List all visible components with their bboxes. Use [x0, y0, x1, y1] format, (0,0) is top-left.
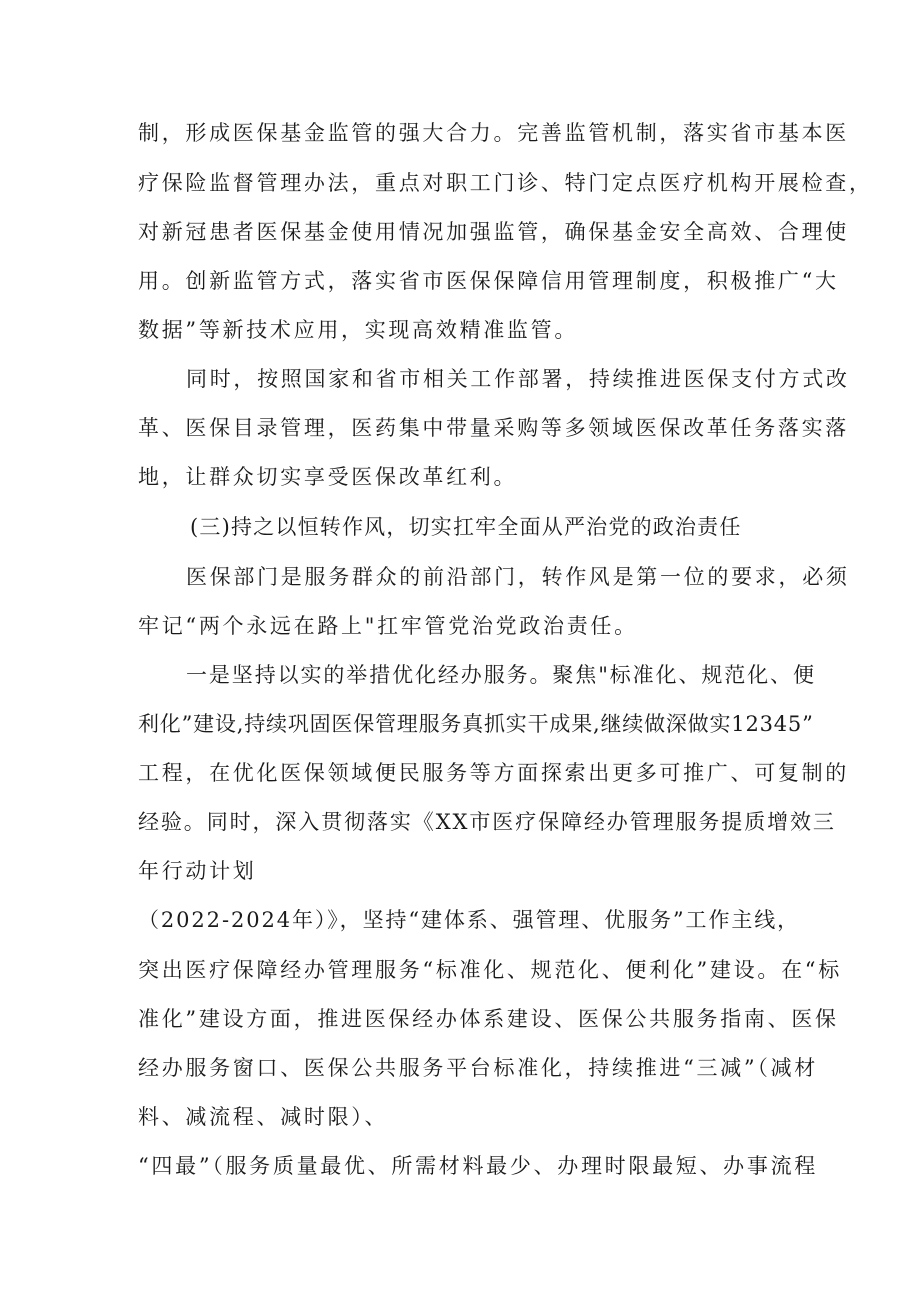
paragraph-line: 一是坚持以实的举措优化经办服务。聚焦"标准化、规范化、便	[186, 663, 816, 687]
paragraph-line: 料、减流程、减时限）、	[138, 1105, 389, 1129]
paragraph-line: 经验。同时，深入贯彻落实《XX市医疗保障经办管理服务提质增效三	[138, 810, 836, 834]
paragraph-line: 年行动计划	[138, 859, 257, 883]
paragraph-line: 医保部门是服务群众的前沿部门，转作风是第一位的要求，必须	[186, 565, 850, 589]
paragraph-line: 疗保险监督管理办法，重点对职工门诊、特门定点医疗机构开展检查，	[138, 171, 873, 195]
paragraph-line: 工程，在优化医保领域便民服务等方面探索出更多可推广、可复制的	[138, 761, 849, 785]
paragraph-line: 制，形成医保基金监管的强大合力。完善监管机制，落实省市基本医	[138, 121, 849, 145]
paragraph-line: 用。创新监管方式，落实省市医保保障信用管理制度，积极推广“大	[138, 269, 839, 293]
paragraph-line: 同时，按照国家和省市相关工作部署，持续推进医保支付方式改	[186, 367, 850, 391]
paragraph-line: 地，让群众切实享受医保改革红利。	[138, 465, 518, 489]
paragraph-line: 利化”建设,持续巩固医保管理服务真抓实干成果,继续做深做实12345”	[138, 712, 814, 736]
paragraph-line: 数据”等新技术应用，实现高效精准监管。	[138, 318, 579, 342]
paragraph-line: 经办服务窗口、医保公共服务平台标准化，持续推进“三减”（减材	[138, 1056, 818, 1080]
paragraph-line: 牢记“两个永远在路上"扛牢管党治党政治责任。	[138, 614, 638, 638]
paragraph-line: 革、医保目录管理，医药集中带量采购等多领域医保改革任务落实落	[138, 416, 849, 440]
paragraph-line: 突出医疗保障经办管理服务“标准化、规范化、便利化”建设。在“标	[138, 958, 842, 982]
paragraph-line: 准化”建设方面，推进医保经办体系建设、医保公共服务指南、医保	[138, 1007, 839, 1031]
paragraph-line: 对新冠患者医保基金使用情况加强监管，确保基金安全高效、合理使	[138, 220, 849, 244]
paragraph-line: （2022-2024年）》，坚持“建体系、强管理、优服务”工作主线，	[138, 908, 801, 932]
paragraph-line: “四最”（服务质量最优、所需材料最少、办理时限最短、办事流程	[138, 1154, 818, 1178]
section-heading: (三)持之以恒转作风，切实扛牢全面从严治党的政治责任	[190, 515, 742, 539]
